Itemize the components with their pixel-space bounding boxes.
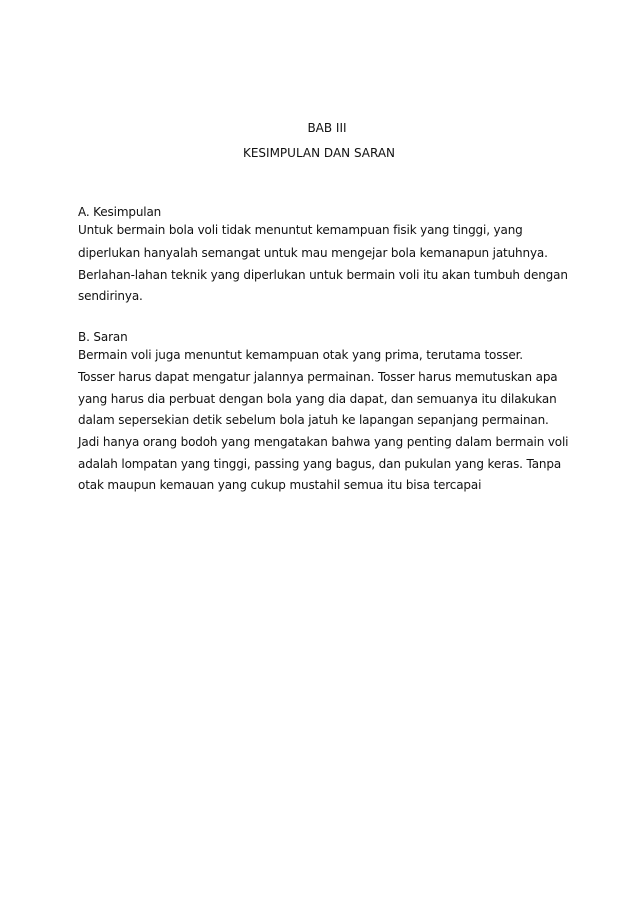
paragraph-line: Berlahan-lahan teknik yang diperlukan untuk bermain voli itu akan tumbuh dengan: [78, 268, 568, 282]
paragraph-line: Untuk bermain bola voli tidak menuntut kemampuan fisik yang tinggi, yang: [78, 223, 523, 237]
paragraph-line: dalam sepersekian detik sebelum bola jatuh ke lapangan sepanjang permainan.: [78, 413, 549, 427]
paragraph-line: yang harus dia perbuat dengan bola yang dia dapat, dan semuanya itu dilakukan: [78, 392, 557, 406]
paragraph-line: Tosser harus dapat mengatur jalannya permainan. Tosser harus memutuskan apa: [78, 370, 558, 384]
chapter-title: KESIMPULAN DAN SARAN: [242, 146, 396, 160]
paragraph-line: otak maupun kemauan yang cukup mustahil semua itu bisa tercapai: [78, 478, 482, 492]
paragraph-line: Bermain voli juga menuntut kemampuan otak yang prima, terutama tosser.: [78, 348, 523, 362]
paragraph-line: sendirinya.: [78, 289, 143, 303]
chapter-label: BAB III: [307, 121, 347, 135]
paragraph-line: diperlukan hanyalah semangat untuk mau mengejar bola kemanapun jatuhnya.: [78, 246, 548, 260]
paragraph-line: Jadi hanya orang bodoh yang mengatakan bahwa yang penting dalam bermain voli: [78, 435, 569, 449]
section-title-saran: B. Saran: [78, 330, 128, 344]
chapter-heading: [0, 120, 638, 136]
paragraph-line: adalah lompatan yang tinggi, passing yang bagus, dan pukulan yang keras. Tanpa: [78, 457, 562, 471]
section-title-kesimpulan: A. Kesimpulan: [78, 205, 162, 219]
